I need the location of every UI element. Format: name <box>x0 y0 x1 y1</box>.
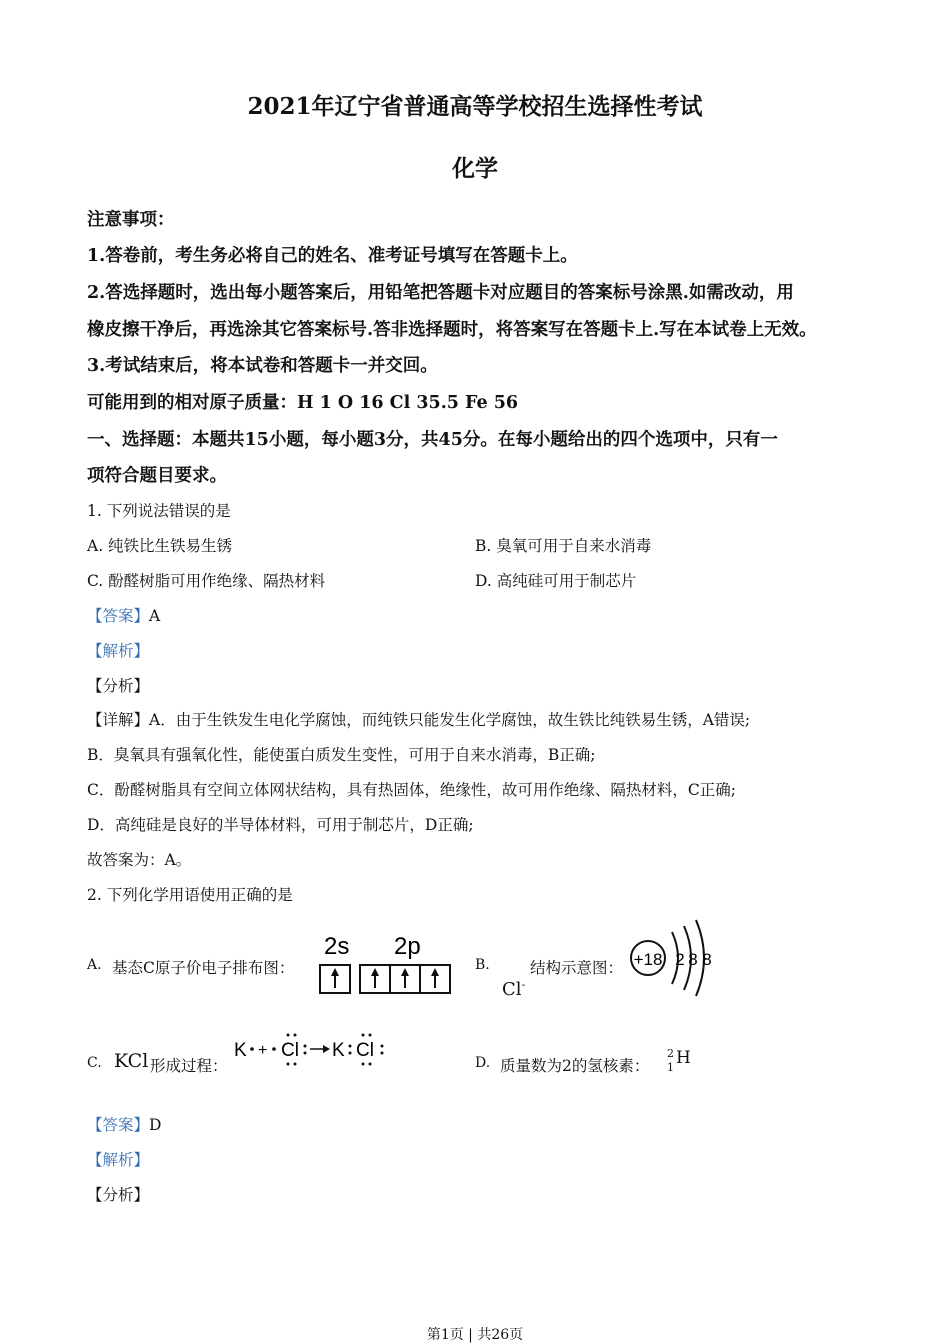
q1-detail-b: B．臭氧具有强氧化性，能使蛋白质发生变性，可用于自来水消毒，B正确; <box>87 746 596 764</box>
q1-answer-value: A <box>149 607 161 625</box>
q1-detail-a-text: A．由于生铁发生电化学腐蚀，而纯铁只能发生化学腐蚀，故生铁比纯铁易生锈，A错误; <box>149 711 751 729</box>
q2-stem: 2. 下列化学用语使用正确的是 <box>87 886 293 904</box>
notice-item-2: 2.答选择题时，选出每小题答案后，用铅笔把答题卡对应题目的答案标号涂黑.如需改动，用 <box>87 283 794 303</box>
q1-answer-label: 【答案】 <box>87 607 150 625</box>
q2-option-b-prefix: B. <box>475 957 490 973</box>
q2-answer-value: D <box>149 1116 162 1134</box>
cl-structure-diagram <box>626 918 718 1000</box>
q1-option-a: A. 纯铁比生铁易生锈 <box>87 537 233 555</box>
q2-option-d-prefix: D. <box>475 1055 491 1071</box>
page-footer: 第1页 | 共26页 <box>426 1327 524 1343</box>
lewis-k-left: K <box>234 1040 247 1061</box>
lewis-k-right: K <box>332 1040 345 1061</box>
q1-option-b: B. 臭氧可用于自来水消毒 <box>475 537 652 555</box>
q2-option-c-text: 形成过程： <box>150 1057 228 1075</box>
shell-2-count: 8 <box>688 950 698 969</box>
orbital-2s-label: 2s <box>324 933 350 960</box>
svg-text:+: + <box>258 1042 268 1059</box>
shell-1-count: 2 <box>675 950 685 969</box>
nucleus-charge: +18 <box>633 950 663 969</box>
q2-option-c-prefix: C. <box>87 1055 102 1071</box>
q1-fenxi-label: 【分析】 <box>87 677 150 695</box>
q2-answer <box>87 1113 161 1135</box>
q2-option-a-text: 基态C原子价电子排布图： <box>112 959 295 977</box>
cl-ion <box>502 978 525 1000</box>
q2-fenxi-label: 【分析】 <box>87 1186 150 1204</box>
nuclide-symbol: H <box>676 1048 691 1068</box>
atomic-mass-line: 可能用到的相对原子质量：H 1 O 16 Cl 35.5 Fe 56 <box>87 393 519 413</box>
kcl-formation-process <box>232 1030 392 1070</box>
cl-ion-charge: - <box>521 978 526 991</box>
orbital-2p-label: 2p <box>394 933 421 960</box>
q1-detail-d: D．高纯硅是良好的半导体材料，可用于制芯片，D正确; <box>87 816 474 834</box>
notice-item-1: 1.答卷前，考生务必将自己的姓名、准考证号填写在答题卡上。 <box>87 246 578 266</box>
notice-item-2-cont: 橡皮擦干净后，再选涂其它答案标号.答非选择题时，将答案写在答题卡上.写在本试卷上无效。 <box>87 320 817 340</box>
q1-option-d: D. 高纯硅可用于制芯片 <box>475 572 637 590</box>
q1-conclusion: 故答案为：A。 <box>87 851 192 869</box>
shell-3-count: 8 <box>702 950 712 969</box>
section-heading-cont: 项符合题目要求。 <box>87 466 227 486</box>
notice-item-3: 3.考试结束后，将本试卷和答题卡一并交回。 <box>87 356 438 376</box>
subject-title: 化学 <box>452 155 498 182</box>
q1-detail-label: 【详解】 <box>87 711 150 729</box>
q1-analysis-label: 【解析】 <box>87 642 150 660</box>
q1-option-c: C. 酚醛树脂可用作绝缘、隔热材料 <box>87 572 326 590</box>
lewis-cl-left: Cl <box>281 1040 299 1061</box>
kcl-formula: KCl <box>114 1050 149 1072</box>
q2-option-a-prefix: A. <box>87 957 102 973</box>
q2-answer-label: 【答案】 <box>87 1116 150 1134</box>
orbital-diagram <box>312 928 457 1000</box>
q1-stem: 1. 下列说法错误的是 <box>87 502 231 520</box>
q1-detail-a <box>87 708 750 730</box>
section-heading: 一、选择题：本题共15小题，每小题3分，共45分。在每小题给出的四个选项中，只有一 <box>87 430 778 450</box>
page-title: 2021年辽宁省普通高等学校招生选择性考试 <box>247 93 703 120</box>
q2-option-b-text: 结构示意图： <box>530 959 624 977</box>
q1-answer <box>87 604 160 626</box>
q2-option-d-text: 质量数为2的氢核素： <box>500 1057 650 1075</box>
nuclide-mass-number: 2 <box>667 1047 674 1060</box>
cl-ion-symbol: Cl <box>502 979 522 1000</box>
q1-detail-c: C．酚醛树脂具有空间立体网状结构，具有热固体，绝缘性，故可用作绝缘、隔热材料，C正确; <box>87 781 736 799</box>
lewis-cl-right: Cl <box>356 1040 374 1061</box>
orbital-box-2s <box>320 965 350 993</box>
notice-heading: 注意事项： <box>87 210 175 230</box>
nuclide-atomic-number: 1 <box>667 1061 674 1074</box>
orbital-boxes-2p <box>360 965 450 993</box>
q2-analysis-label: 【解析】 <box>87 1151 150 1169</box>
